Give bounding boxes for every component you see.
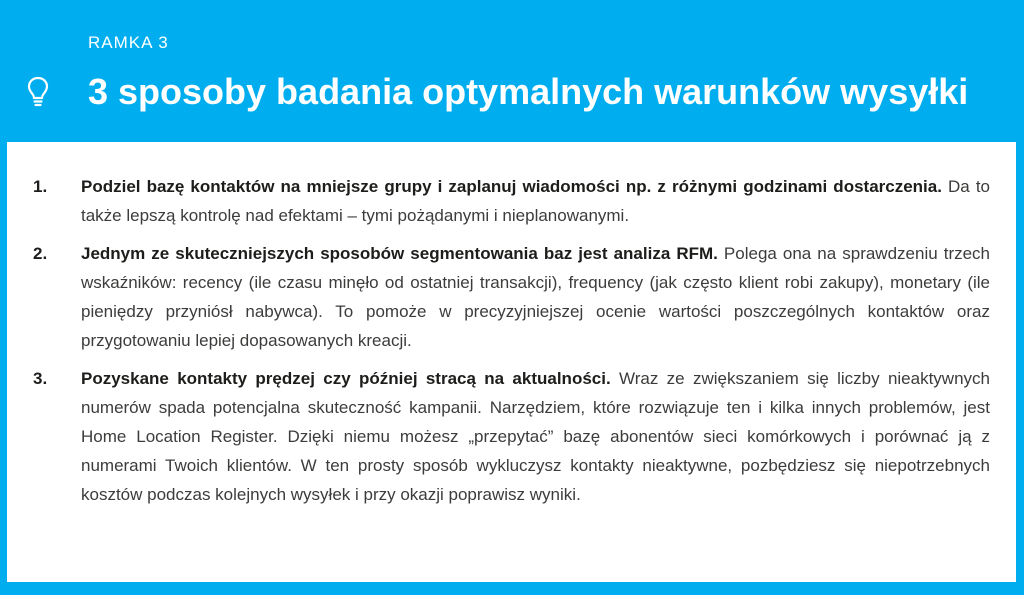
content-panel [7,142,1016,582]
item-number: 3. [33,369,48,388]
item-body: Da to także lepszą kontrolę nad efektami – tymi pożądanymi i nieplanowanymi. [81,177,991,225]
item-body: Polega ona na sprawdzeniu trzech wskaźników: recency (ile czasu minęło od ostatniej transakcji), frequency (jak często klient robi zakupy), monetary (ile pieniędzy przyniósł nabywca). To pomoże w precyzyjniejszej ocenie wartości poszczególnych kontaktów oraz przygotowaniu lepiej dopasowanych kreacji. [81,244,991,350]
item-lead: Pozyskane kontakty prędzej czy później stracą na aktualności. [81,369,611,388]
list-item [33,239,990,355]
list-item [33,364,990,509]
item-number: 1. [33,177,48,196]
item-text [81,364,990,509]
item-number: 2. [33,244,48,263]
list-item [33,172,990,230]
page-title: 3 sposoby badania optymalnych warunków wysyłki [88,71,969,112]
item-lead: Jednym ze skuteczniejszych sposobów segmentowania baz jest analiza RFM. [81,244,718,263]
item-text [81,172,990,230]
item-lead: Podziel bazę kontaktów na mniejsze grupy i zaplanuj wiadomości np. z różnymi godzinami dostarczenia. [81,177,942,196]
lightbulb-icon [26,76,50,108]
tips-list [33,172,990,509]
frame-label: RAMKA 3 [88,33,169,52]
item-body: Wraz ze zwiększaniem się liczby nieaktywnych numerów spada potencjalna skuteczność kampanii. Narzędziem, które rozwiązuje ten i kilka innych problemów, jest Home Location Register. Dzięki niemu możesz „przepytać” bazę abonentów sieci komórkowych i porównać ją z numerami Twoich klientów. W ten prosty sposób wykluczysz kontakty nieaktywne, pozbędziesz się niepotrzebnych kosztów podczas kolejnych wysyłek i przy okazji poprawisz wyniki. [81,369,990,504]
item-text [81,239,990,355]
